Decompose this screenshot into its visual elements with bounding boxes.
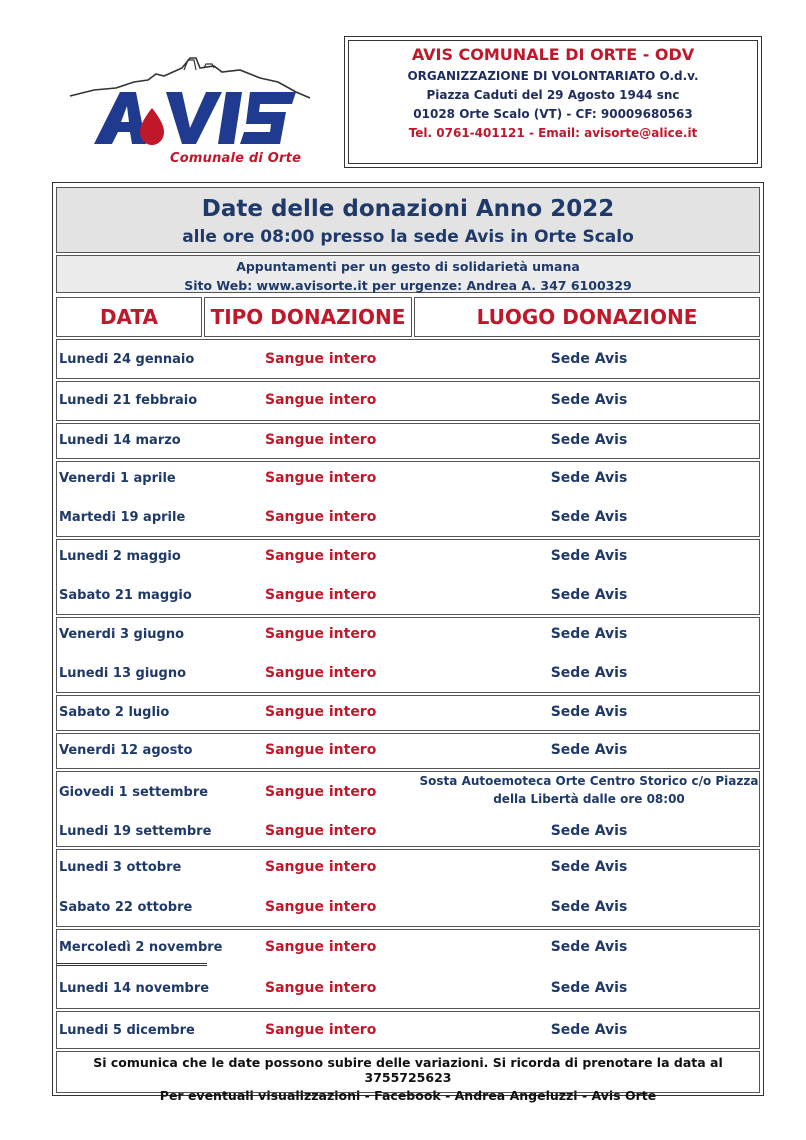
donation-date: Lunedi 24 gennaio: [59, 352, 195, 367]
donation-type: Sangue intero: [265, 587, 377, 603]
donation-place: Sede Avis: [550, 587, 628, 603]
donation-date: Sabato 21 maggio: [59, 588, 192, 603]
donation-place: Sede Avis: [550, 470, 628, 486]
month-group-november: [56, 929, 760, 1009]
table-row: [57, 774, 761, 806]
donation-date: Sabato 2 luglio: [59, 705, 170, 720]
donation-type: Sangue intero: [265, 626, 377, 642]
calendar-title-box: [56, 187, 760, 253]
donation-place: Sede Avis: [550, 899, 628, 915]
table-row: [57, 468, 761, 490]
calendar-notes-box: [56, 255, 760, 293]
donation-place: Sosta Autoemoteca Orte Centro Storico c/o Piazza della Libertà dalle ore 08:00: [419, 774, 759, 806]
donation-type: Sangue intero: [265, 899, 377, 915]
donation-type: Sangue intero: [265, 859, 377, 875]
month-group-july: [56, 695, 760, 731]
table-row: [57, 585, 761, 607]
donation-place: Sede Avis: [550, 665, 628, 681]
donation-date: Lunedi 19 settembre: [59, 824, 212, 839]
column-header-date: DATA: [56, 297, 202, 337]
donation-place: Sede Avis: [550, 980, 628, 996]
donation-place: Sede Avis: [550, 432, 628, 448]
table-row: [57, 624, 761, 646]
table-row: [57, 349, 761, 371]
calendar-title: Date delle donazioni Anno 2022: [201, 196, 615, 222]
donation-date: Martedi 19 aprile: [59, 510, 186, 525]
organization-address: Piazza Caduti del 29 Agosto 1944 snc: [426, 88, 680, 102]
donation-place: Sede Avis: [550, 1022, 628, 1038]
table-row: [57, 430, 761, 452]
logo-caption: Comunale di Orte: [170, 151, 302, 166]
footer-variation-note: Si comunica che le date possono subire delle variazioni. Si ricorda di prenotare la data al 3755725623: [93, 1055, 723, 1085]
month-group-may: [56, 539, 760, 615]
month-group-february: [56, 381, 760, 421]
donation-type: Sangue intero: [265, 665, 377, 681]
donation-type: Sangue intero: [265, 742, 377, 758]
table-row: [57, 663, 761, 685]
table-row: [57, 740, 761, 762]
donation-date: Lunedi 14 novembre: [59, 981, 210, 996]
month-group-october: [56, 849, 760, 927]
donation-place: Sede Avis: [550, 742, 628, 758]
table-row: [57, 1020, 761, 1042]
donation-date: Venerdi 1 aprile: [59, 471, 176, 486]
donation-type: Sangue intero: [265, 509, 377, 525]
footer-facebook-note: Per eventuali visualizzazioni - Facebook - Andrea Angeluzzi - Avis Orte: [159, 1088, 657, 1103]
donation-calendar: [52, 182, 764, 1103]
donation-date: Lunedi 5 dicembre: [59, 1023, 195, 1038]
donation-place: Sede Avis: [550, 548, 628, 564]
donation-type: Sangue intero: [265, 432, 377, 448]
donation-type: Sangue intero: [265, 980, 377, 996]
organization-city-cf: 01028 Orte Scalo (VT) - CF: 90009680563: [413, 107, 693, 121]
table-row: [57, 897, 761, 919]
donation-place: Sede Avis: [550, 392, 628, 408]
month-group-june: [56, 617, 760, 693]
table-row: [57, 390, 761, 412]
table-row: [57, 507, 761, 529]
donation-date: Venerdi 12 agosto: [59, 743, 193, 758]
table-row: [57, 702, 761, 724]
month-group-august: [56, 733, 760, 769]
donation-place: Sede Avis: [550, 823, 628, 839]
donation-type: Sangue intero: [265, 823, 377, 839]
donation-place: Sede Avis: [550, 509, 628, 525]
column-header-place: LUOGO DONAZIONE: [414, 297, 760, 337]
calendar-note-solidarity: Appuntamenti per un gesto di solidarietà umana: [236, 259, 580, 274]
donation-date: Giovedi 1 settembre: [59, 785, 209, 800]
donation-type: Sangue intero: [265, 1022, 377, 1038]
donation-date: Sabato 22 ottobre: [59, 900, 193, 915]
table-row: [57, 857, 761, 879]
donation-place: Sede Avis: [550, 939, 628, 955]
donation-date: Mercoledì 2 novembre: [59, 940, 223, 955]
donation-place: Sede Avis: [550, 704, 628, 720]
donation-type: Sangue intero: [265, 939, 377, 955]
month-group-december: [56, 1011, 760, 1049]
column-header-type: TIPO DONAZIONE: [204, 297, 412, 337]
calendar-note-contacts: Sito Web: www.avisorte.it per urgenze: Andrea A. 347 6100329: [184, 278, 632, 293]
calendar-subtitle: alle ore 08:00 presso la sede Avis in Orte Scalo: [182, 227, 634, 247]
organization-title: AVIS COMUNALE DI ORTE - ODV: [411, 45, 695, 64]
table-row: [57, 546, 761, 568]
donation-place: Sede Avis: [550, 351, 628, 367]
donation-date: Lunedi 13 giugno: [59, 666, 187, 681]
donation-type: Sangue intero: [265, 470, 377, 486]
organization-info-inner: [348, 40, 758, 164]
donation-date: Lunedi 21 febbraio: [59, 393, 198, 408]
table-row: [57, 937, 761, 959]
table-row: [57, 978, 761, 1000]
organization-contacts: Tel. 0761-401121 - Email: avisorte@alice.it: [408, 126, 698, 140]
donation-place: Sede Avis: [550, 859, 628, 875]
organization-info-box: [344, 36, 762, 168]
donation-type: Sangue intero: [265, 392, 377, 408]
month-group-april: [56, 461, 760, 537]
organization-type: ORGANIZZAZIONE DI VOLONTARIATO O.d.v.: [407, 69, 699, 83]
donation-date: Lunedi 2 maggio: [59, 549, 181, 564]
row-divider: [57, 963, 207, 966]
donation-date: Venerdi 3 giugno: [59, 627, 185, 642]
month-group-september: [56, 771, 760, 847]
month-group-march: [56, 423, 760, 459]
donation-date: Lunedi 14 marzo: [59, 433, 181, 448]
month-group-january: [56, 339, 760, 379]
donation-type: Sangue intero: [265, 704, 377, 720]
donation-date: Lunedi 3 ottobre: [59, 860, 182, 875]
donation-place: Sede Avis: [550, 626, 628, 642]
table-row: [57, 821, 761, 843]
donation-type: Sangue intero: [265, 784, 377, 800]
donation-type: Sangue intero: [265, 351, 377, 367]
donation-type: Sangue intero: [265, 548, 377, 564]
footer-notes: [56, 1051, 760, 1103]
